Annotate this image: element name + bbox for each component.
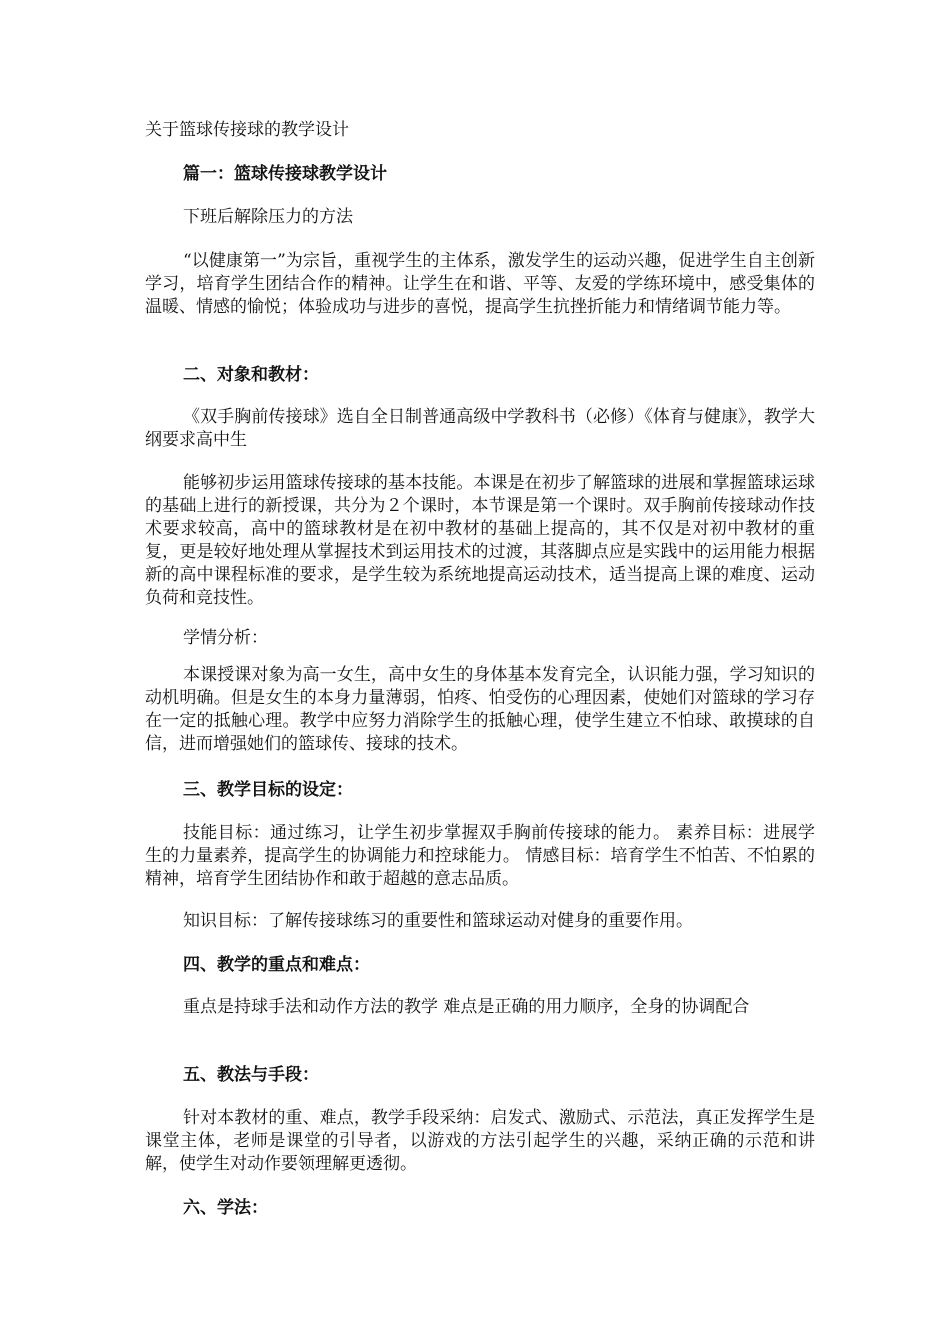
paragraph-textbook: 《双手胸前传接球》选自全日制普通高级中学教科书（必修）《体育与健康》，教学大纲要求高中生 [145, 407, 815, 450]
section-heading-2: 二、对象和教材： [183, 365, 319, 385]
section-heading-6: 六、学法： [183, 1198, 268, 1218]
paragraph-knowledge-goal: 知识目标：了解传接球练习的重要性和篮球运动对健身的重要作用。 [183, 911, 693, 931]
section-heading-1: 篇一：篮球传接球教学设计 [183, 164, 387, 184]
paragraph-purpose: “以健康第一”为宗旨，重视学生的主体系，激发学生的运动兴趣，促进学生自主创新学习，培育学生团结合作的精神。让学生在和谐、平等、友爱的学练环境中，感受集体的温暖、情感的愉悦；体验成功与进步的喜悦，提高学生抗挫折能力和情绪调节能力等。 [145, 251, 815, 317]
section-heading-5: 五、教法与手段： [183, 1065, 319, 1085]
paragraph-learning-analysis: 本课授课对象为高一女生，高中女生的身体基本发育完全，认识能力强，学习知识的动机明确。但是女生的本身力量薄弱，怕疼、怕受伤的心理因素，使她们对篮球的学习存在一定的抵触心理。教学中应努力消除学生的抵触心理，使学生建立不怕球、敢摸球的自信，进而增强她们的篮球传、接球的技术。 [145, 665, 815, 754]
paragraph-methods: 针对本教材的重、难点，教学手段采纳：启发式、激励式、示范法，真正发挥学生是课堂主体，老师是课堂的引导者，以游戏的方法引起学生的兴趣，采纳正确的示范和讲解，使学生对动作要领理解更透彻。 [145, 1108, 815, 1174]
section-heading-3: 三、教学目标的设定： [183, 780, 353, 800]
subtitle-text: 下班后解除压力的方法 [183, 207, 353, 227]
document-title: 关于篮球传接球的教学设计 [145, 120, 349, 140]
paragraph-course-overview: 能够初步运用篮球传接球的基本技能。本课是在初步了解篮球的进展和掌握篮球运球的基础上进行的新授课，共分为２个课时，本节课是第一个课时。双手胸前传接球动作技术要求较高，高中的篮球教材是在初中教材的基础上提高的，其不仅是对初中教材的重复，更是较好地处理从掌握技术到运用技术的过渡，其落脚点应是实践中的运用能力根据新的高中课程标准的要求，是学生较为系统地提高运动技术，适当提高上课的难度、运动负荷和竞技性。 [145, 473, 815, 608]
paragraph-learning-analysis-label: 学情分析： [183, 628, 268, 648]
paragraph-key-points: 重点是持球手法和动作方法的教学 难点是正确的用力顺序，全身的协调配合 [183, 997, 750, 1017]
section-heading-4: 四、教学的重点和难点： [183, 955, 370, 975]
paragraph-goals: 技能目标：通过练习，让学生初步掌握双手胸前传接球的能力。 素养目标：进展学生的力量素养，提高学生的协调能力和控球能力。 情感目标：培育学生不怕苦、不怕累的精神，培育学生团结协作和敢于超越的意志品质。 [145, 823, 815, 889]
